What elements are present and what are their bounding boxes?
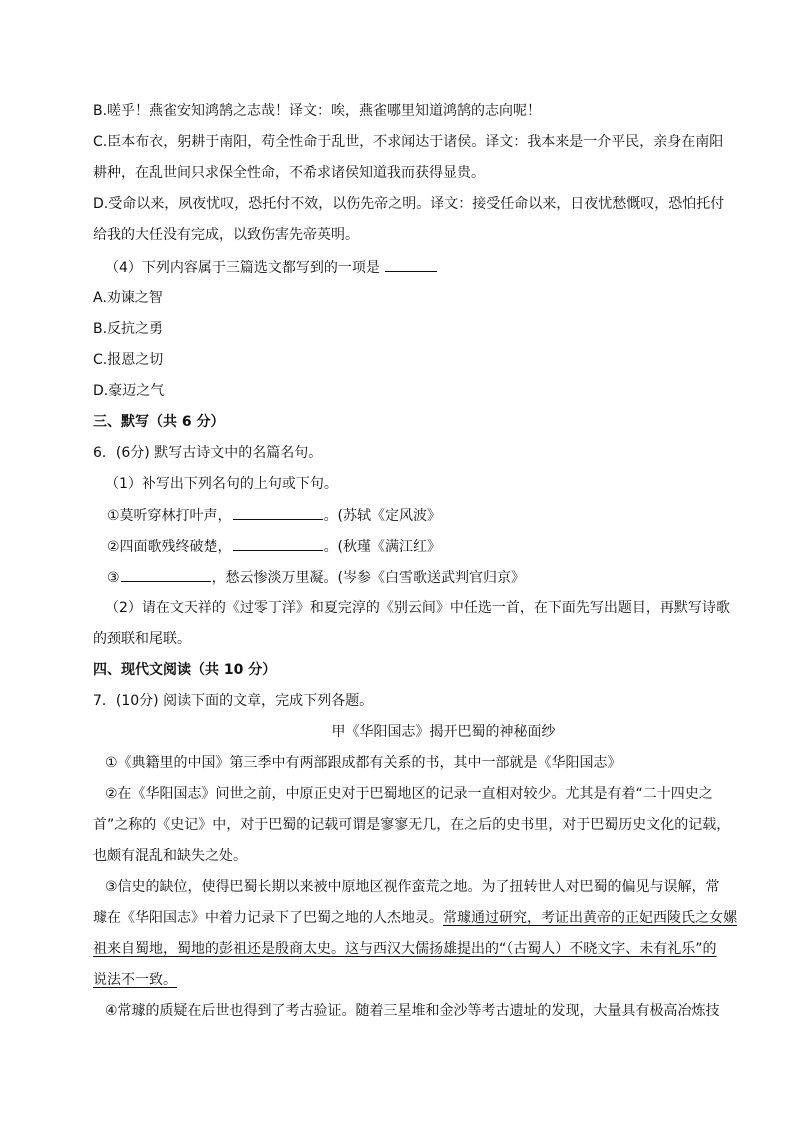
paragraph-1: ①《典籍里的中国》第三季中有两部跟成都有关系的书，其中一部就是《华阳国志》 xyxy=(105,755,622,771)
q6-sub2-line2: 的颈联和尾联。 xyxy=(93,631,191,647)
paragraph-4-line1: ④常璩的质疑在后世也得到了考古验证。随着三星堆和金沙等考古遗址的发现，大量具有极高冶炼技 xyxy=(105,1003,720,1019)
q6-item-2-after: 。(秋瑾《满江红》 xyxy=(323,539,442,555)
q5-option-c-line2: 耕种，在乱世间只求保全性命，不希求诸侯知道我而获得显贵。 xyxy=(93,165,485,181)
q5-option-c-line1: C.臣本布衣，躬耕于南阳，苟全性命于乱世，不求闻达于诸侯。译文：我本来是一介平民，亲身在南阳 xyxy=(93,134,724,150)
q5-4-option-c: C.报恩之切 xyxy=(93,352,164,368)
paragraph-2-line1: ②在《华阳国志》问世之前，中原正史对于巴蜀地区的记录一直相对较少。尤其是有着“二十四史之 xyxy=(105,786,713,802)
paragraph-3-line1: ③信史的缺位，使得巴蜀长期以来被中原地区视作蛮荒之地。为了扭转世人对巴蜀的偏见与误解，常 xyxy=(105,879,720,895)
q6-stem: 6．(6分) 默写古诗文中的名篇名句。 xyxy=(93,445,323,461)
q5-option-d-line2: 给我的大任没有完成，以致伤害先帝英明。 xyxy=(93,227,359,243)
paragraph-2-line3: 也颇有混乱和缺失之处。 xyxy=(93,848,247,864)
q6-item-2 xyxy=(107,536,734,557)
paragraph-3-line2-text: 璩在《华阳国志》中着力记录下了巴蜀之地的人杰地灵。 xyxy=(93,910,443,926)
section-3-heading: 三、默写（共 6 分） xyxy=(93,414,225,430)
article-title: 甲《华阳国志》揭开巴蜀的神秘面纱 xyxy=(331,724,556,740)
q5-4-stem xyxy=(105,257,734,278)
q6-sub2-line1: （2）请在文天祥的《过零丁洋》和夏完淳的《别云间》中任选一首，在下面先写出题目，再默写诗歌 xyxy=(105,600,730,616)
underlined-sentence-line3: 祖来自蜀地，蜀地的彭祖还是殷商太史。这与西汉大儒扬雄提出的“（古蜀人）不晓文字、未有礼乐”的 xyxy=(93,941,717,957)
q6-item-1-after: 。(苏轼《定风波》 xyxy=(323,508,442,524)
paragraph-3-line2 xyxy=(93,908,737,928)
q6-item-3 xyxy=(107,567,734,588)
q5-4-option-d: D.豪迈之气 xyxy=(93,383,165,399)
q5-4-stem-text: （4）下列内容属于三篇选文都写到的一项是 xyxy=(105,260,380,276)
answer-blank[interactable] xyxy=(121,567,211,582)
answer-blank[interactable] xyxy=(385,257,437,272)
q7-stem: 7．(10分) 阅读下面的文章，完成下列各题。 xyxy=(93,693,374,709)
q6-item-1-before: ①莫听穿林打叶声， xyxy=(107,508,232,524)
underlined-sentence: 常璩通过研究，考证出黄帝的正妃西陵氏之女嫘 xyxy=(443,910,737,926)
answer-blank[interactable] xyxy=(233,505,323,520)
q6-item-3-before: ③ xyxy=(107,570,120,586)
q5-4-option-a: A.劝谏之智 xyxy=(93,290,163,306)
section-4-heading: 四、现代文阅读（共 10 分） xyxy=(93,662,277,678)
q5-option-d-line1: D.受命以来，夙夜忧叹，恐托付不效，以伤先帝之明。译文：接受任命以来，日夜忧愁慨叹，恐怕托付 xyxy=(93,196,725,212)
q5-4-option-b: B.反抗之勇 xyxy=(93,321,164,337)
answer-blank[interactable] xyxy=(233,536,323,551)
q6-sub1: （1）补写出下列名句的上句或下句。 xyxy=(105,476,338,492)
q6-item-1 xyxy=(107,505,734,526)
underlined-sentence-line4: 说法不一致。 xyxy=(93,972,177,988)
q6-item-3-after: ，愁云惨淡万里凝。(岑参《白雪歌送武判官归京》 xyxy=(211,570,526,586)
paragraph-2-line2: 首”之称的《史记》中，对于巴蜀的记载可谓是寥寥无几，在之后的史书里，对于巴蜀历史文化的记载， xyxy=(93,817,731,833)
q6-item-2-before: ②四面歌残终破楚， xyxy=(107,539,232,555)
q5-option-b: B.嗟乎！燕雀安知鸿鹄之志哉！译文：唉，燕雀哪里知道鸿鹄的志向呢！ xyxy=(93,103,542,119)
